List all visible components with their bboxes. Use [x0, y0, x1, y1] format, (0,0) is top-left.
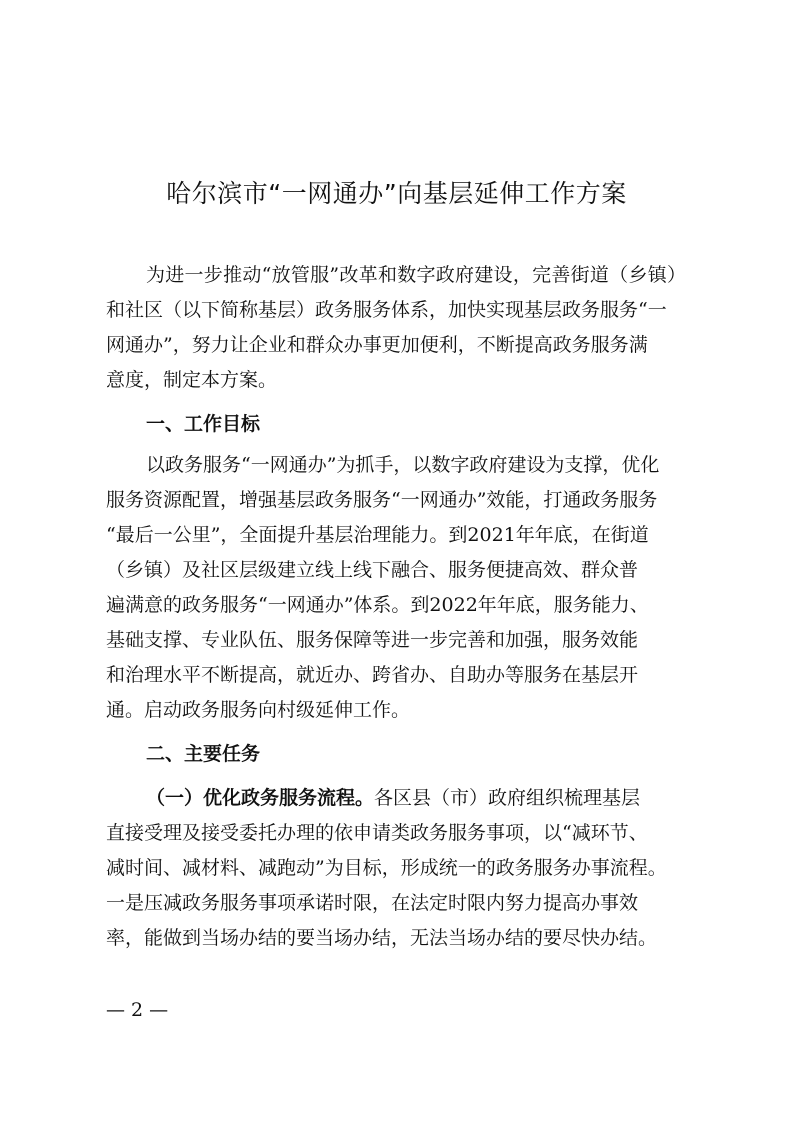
paragraph-text: 各区县（市）政府组织梳理基层 — [374, 787, 641, 809]
paragraph-line: 网通办”，努力让企业和群众办事更加便利，不断提高政务服务满 — [106, 334, 648, 356]
paragraph-line: 和治理水平不断提高，就近办、跨省办、自助办等服务在基层开 — [106, 664, 639, 686]
paragraph-line: 遍满意的政务服务“一网通办”体系。到2022年年底，服务能力、 — [106, 594, 649, 616]
paragraph-line: 意度，制定本方案。 — [106, 369, 278, 391]
document-title: 哈尔滨市“一网通办”向基层延伸工作方案 — [166, 179, 627, 208]
paragraph-line: 一是压减政务服务事项承诺时限，在法定时限内努力提高办事效 — [106, 892, 639, 914]
paragraph-line: 服务资源配置，增强基层政务服务“一网通办”效能，打通政务服务 — [106, 489, 658, 511]
paragraph-line: 为进一步推动“放管服”改革和数字政府建设，完善街道（乡镇） — [146, 264, 686, 286]
paragraph-line: 基础支撑、专业队伍、服务保障等进一步完善和加强，服务效能 — [106, 629, 639, 651]
paragraph-line: 以政务服务“一网通办”为抓手，以数字政府建设为支撑，优化 — [146, 454, 660, 476]
paragraph-line: 率，能做到当场办结的要当场办结，无法当场办结的要尽快办结。 — [106, 927, 658, 949]
paragraph-line — [146, 782, 640, 814]
section-heading-tasks: 二、主要任务 — [146, 743, 261, 765]
paragraph-line: （乡镇）及社区层级建立线上线下融合、服务便捷高效、群众普 — [106, 559, 639, 581]
paragraph-line: 直接受理及接受委托办理的依申请类政务服务事项，以“减环节、 — [106, 822, 648, 844]
page-number: — 2 — — [106, 999, 169, 1021]
paragraph-line: 减时间、减材料、减跑动”为目标，形成统一的政务服务办事流程。 — [106, 857, 667, 879]
paragraph-line: “最后一公里”，全面提升基层治理能力。到2021年年底，在街道 — [106, 524, 649, 546]
subsection-heading: （一）优化政务服务流程。 — [146, 787, 375, 809]
paragraph-line: 通。启动政务服务向村级延伸工作。 — [106, 699, 411, 721]
paragraph-line: 和社区（以下简称基层）政务服务体系，加快实现基层政务服务“一 — [106, 299, 667, 321]
section-heading-goals: 一、工作目标 — [146, 413, 261, 435]
